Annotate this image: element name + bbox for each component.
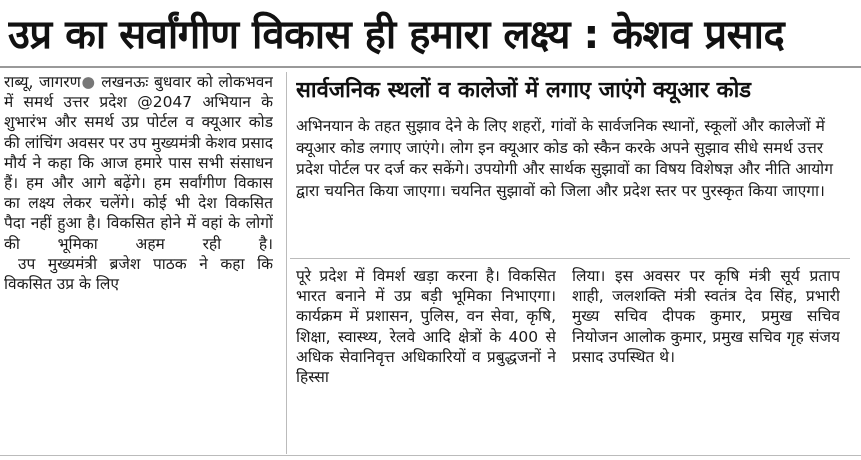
paragraph-text: पूरे प्रदेश में विमर्श खड़ा करना है। विकसित भारत बनाने में उप्र बड़ी भूमिका निभाएगा। कार्यक्रम में प्रशासन, पुलिस, वन सेवा, कृषि, शिक्षा, स्वास्थ्य, रेलवे आदि क्षेत्रों के 400 से अधिक सेवानिवृत्त अधिकारियों व प्रबुद्धजनों ने हिस्सा (296, 267, 556, 387)
dateline-city: लखनऊः (101, 73, 149, 91)
paragraph-text: लिया। इस अवसर पर कृषि मंत्री सूर्य प्रताप शाही, जलशक्ति मंत्री स्वतंत्र देव सिंह, प्रभारी मुख्य सचिव दीपक कुमार, प्रमुख सचिव नियोजन आलोक कुमार, प्रमुख सचिव गृह संजय प्रसाद उपस्थित थे। (572, 267, 840, 366)
headline: उप्र का सर्वांगीण विकास ही हमारा लक्ष्य : केशव प्रसाद (8, 12, 785, 58)
section-rule (290, 258, 850, 259)
article-paragraph-2 (4, 254, 273, 294)
paragraph-text: बुधवार को लोकभवन में समर्थ उत्तर प्रदेश @2047 अभियान के शुभारंभ और समर्थ उप्र पोर्टल व क्यूआर कोड की लांचिंग अवसर पर उप मुख्यमंत्री केशव प्रसाद मौर्य ने कहा कि आज हमारे पास सभी संसाधन हैं। हम और आगे बढ़ेंगे। हम सर्वांगीण विकास का लक्ष्य लेकर चलेंगे। कोई भी देश विकसित पैदा नहीं हुआ है। विकसित होने में वहां के लोगों की भूमिका अहम रही है। (4, 73, 273, 253)
article-column-right (572, 266, 840, 452)
column-divider (286, 72, 287, 454)
article-paragraph-1 (4, 72, 273, 254)
paragraph-text: उप मुख्यमंत्री ब्रजेश पाठक ने कहा कि विकसित उप्र के लिए (4, 254, 273, 294)
headline-rule (0, 66, 861, 68)
article-column-middle (296, 266, 556, 452)
dateline: राब्यू, जागरण (4, 73, 81, 91)
bullet-icon: ● (80, 73, 96, 91)
intro-paragraph: अभिनयान के तहत सुझाव देने के लिए शहरों, गांवों के सार्वजनिक स्थानों, स्कूलों और कालेजों में क्यूआर कोड लगाए जाएंगे। लोग इन क्यूआर कोड को स्कैन करके अपने सुझाव सीधे समर्थ उत्तर प्रदेश पोर्टल पर दर्ज कर सकेंगे। उपयोगी और सार्थक सुझावों का विषय विशेषज्ञ और नीति आयोग द्वारा चयनित किया जाएगा। चयनित सुझावों को जिला और प्रदेश स्तर पर पुरस्कृत किया जाएगा। (296, 117, 833, 200)
subheadline: सार्वजनिक स्थलों व कालेजों में लगाए जाएंगे क्यूआर कोड (296, 78, 752, 103)
bottom-rule (0, 455, 861, 456)
article-column-left (4, 72, 273, 456)
